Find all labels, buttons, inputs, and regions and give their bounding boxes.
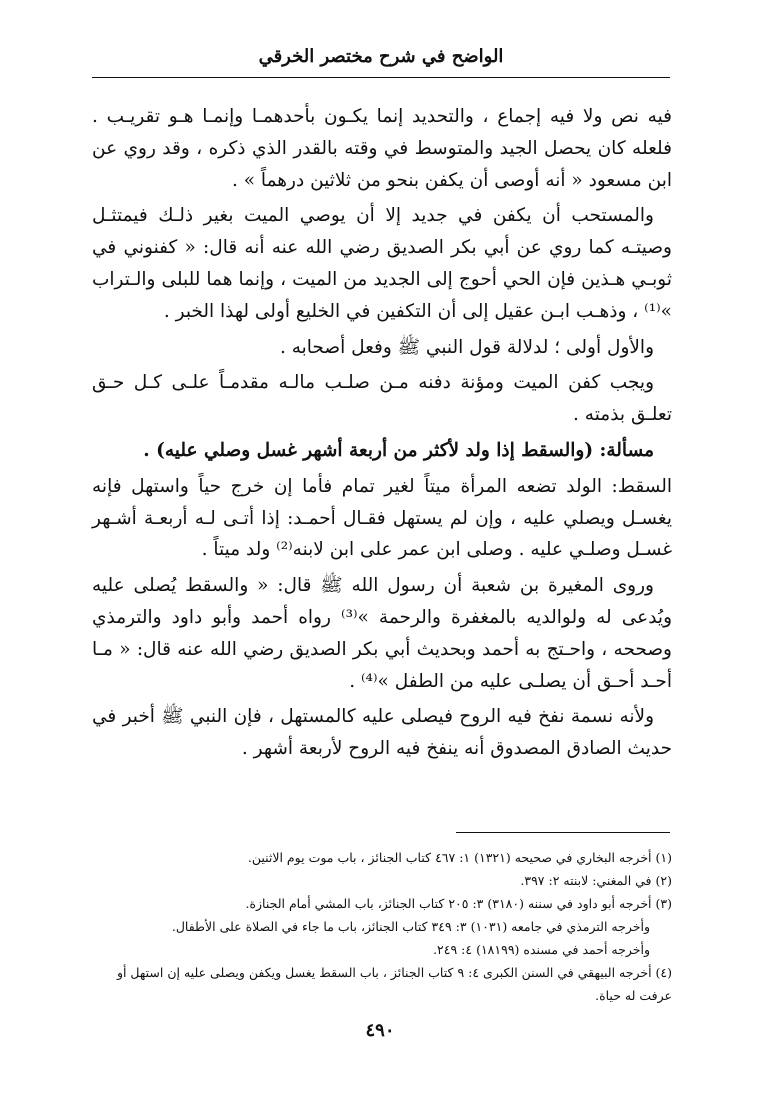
- footnote-rule: [456, 832, 670, 833]
- paragraph-7: وروى المغيرة بن شعبة أن رسول الله ﷺ قال: « والسقط يُصلى عليه ويُدعى له ولوالديه بالمغفرة والرحمة »⁽³⁾ رواه أحمد وأبو داود والترمذي وصححه ، واحـتج به أحمد وبحديث أبي بكر الصديق رضي الله عنه قال: « مـا أحـد أحـق أن يصلـى عليه من الطفل »⁽⁴⁾ .: [92, 575, 672, 692]
- paragraph-2: والمستحب أن يكفن في جديد إلا أن يوصي الميت بغير ذلـك فيمتثـل وصيتـه كما روي عن أبي بكر الصديق رضي الله عنه أنه قال: « كفنوني في ثوبـي هـذين فإن الحي أحوج إلى الجديد من الميت ، وإنما هما للبلى والـتراب »⁽¹⁾ ، وذهـب ابـن عقيل إلى أن التكفين في الخليع أولى لهذا الخبر .: [92, 205, 672, 322]
- paragraph-8: ولأنه نسمة نفخ فيه الروح فيصلى عليه كالمستهل ، فإن النبي ﷺ أخبر في حديث الصادق المصدوق أنه ينفخ فيه الروح لأربعة أشهر .: [92, 706, 672, 760]
- page-number: ٤٩٠: [365, 1020, 395, 1041]
- footnote-3-continued: وأخرجه الترمذي في جامعه (١٠٣١) ٣: ٣٤٩ كتاب الجنائز، باب ما جاء في الصلاة على الأطفال.: [171, 919, 650, 934]
- main-text: [92, 101, 672, 769]
- paragraph-6: السقط: الولد تضعه المرأة ميتاً لغير تمام فأما إن خرج حياً واستهل فإنه يغسـل ويصلي عليه ، وإن لم يستهل فقـال أحمـد: إذا أتـى لـه أربعـة أشـهر غسـل وصلـي عليه . وصلى ابن عمر على ابن لابنه⁽²⁾ ولد ميتاً .: [92, 475, 672, 561]
- footnote-3-continued-2: وأخرجه أحمد في مسنده (١٨١٩٩) ٤: ٢٤٩.: [433, 942, 650, 957]
- footnote-3: (٣) أخرجه أبو داود في سننه (٣١٨٠) ٣: ٢٠٥ كتاب الجنائز، باب المشي أمام الجنازة.: [245, 896, 672, 911]
- issue-heading: مسألة: (والسقط إذا ولد لأكثر من أربعة أشهر غسل وصلي عليه) .: [143, 439, 654, 461]
- paragraph-3: والأول أولى ؛ لدلالة قول النبي ﷺ وفعل أصحابه .: [279, 336, 654, 358]
- paragraph-4: ويجب كفن الميت ومؤنة دفنه مـن صلـب مالـه مقدمـاً علـى كـل حـق تعلـق بذمته .: [92, 372, 672, 426]
- header-rule: [92, 77, 670, 78]
- footnotes: [92, 846, 672, 1007]
- footnote-2: (٢) في المغني: لابنته ٢: ٣٩٧.: [520, 873, 672, 888]
- footnote-1: (١) أخرجه البخاري في صحيحه (١٣٢١) ١: ٤٦٧ كتاب الجنائز ، باب موت يوم الاثنين.: [247, 850, 672, 865]
- paragraph-1: فيه نص ولا فيه إجماع ، والتحديد إنما يكـون بأحدهمـا وإنمـا هـو تقريـب . فلعله كان يحصل الجيد والمتوسط في وقته بالقدر الذي ذكره ، وقد روي عن ابن مسعود « أنه أوصى أن يكفن بنحو من ثلاثين درهماً » .: [92, 106, 672, 191]
- running-header-title: الواضح في شرح مختصر الخرقي: [258, 46, 504, 67]
- footnote-4: (٤) أخرجه البيهقي في السنن الكبرى ٤: ٩ كتاب الجنائز ، باب السقط يغسل ويكفن ويصلى عليه إن استهل أو عرفت له حياة.: [116, 965, 672, 1003]
